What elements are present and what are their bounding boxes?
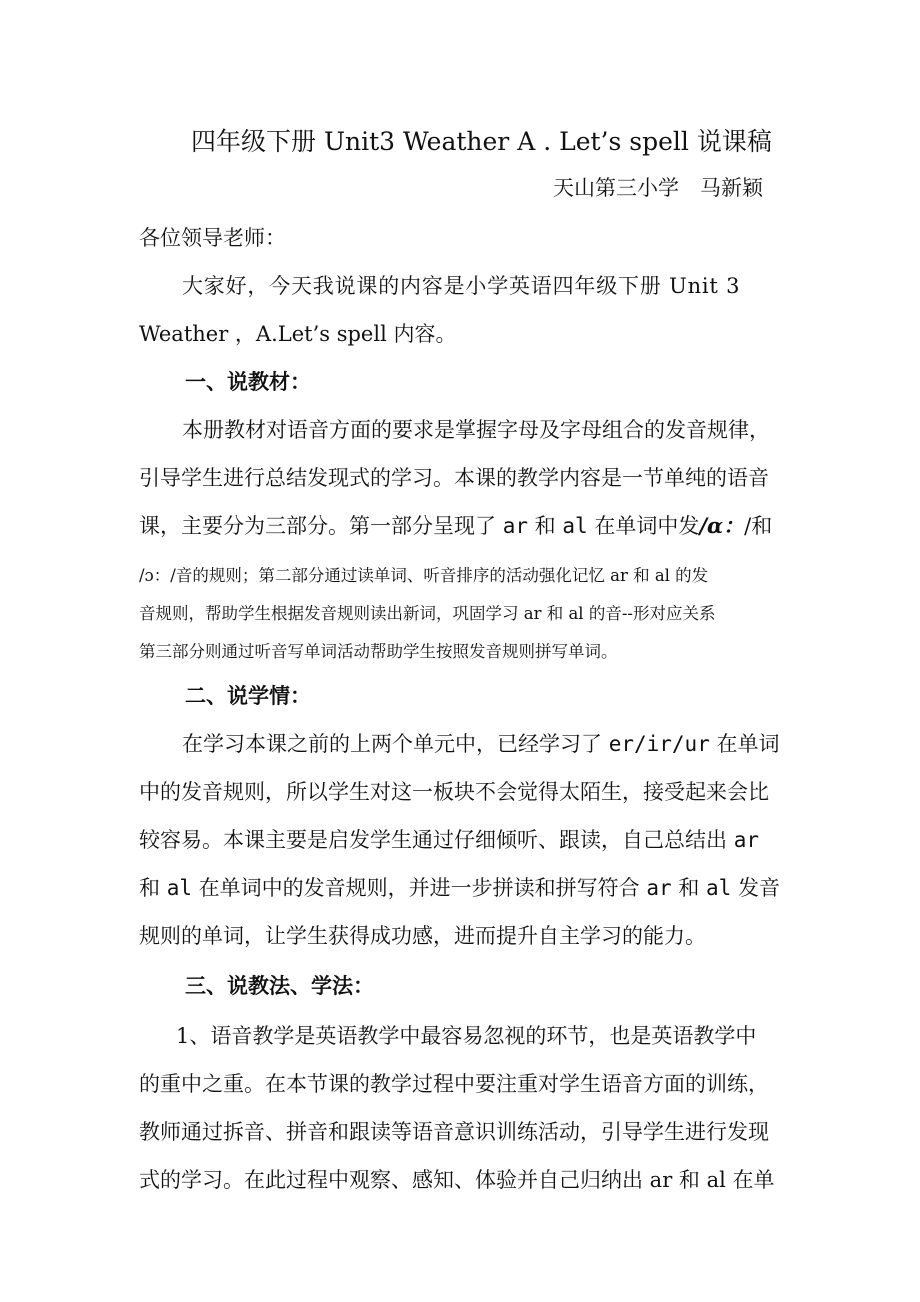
students-line-4-text-e: 和 [671,876,706,900]
textbook-line-5: 音规则，帮助学生根据发音规则读出新词，巩固学习 ar 和 al 的音--形对应关系 [139,604,716,623]
textbook-line-3-text-e: 在单词中发 [587,514,700,538]
author-line: 天山第三小学 马新颖 [553,176,763,200]
students-line-4-text-g: 发音 [731,876,780,900]
ar-token: ar [502,514,528,538]
er-ir-ur-token: er/ir/ur [608,732,710,756]
textbook-line-3-text-a: 课，主要分为三部分。第一部分呈现了 [139,514,503,538]
textbook-line-3-text-c: 和 [527,514,563,538]
students-line-4-text-c: 在单词中的发音规则，并进一步拼读和拼写符合 [191,876,647,900]
al-token: al [706,876,732,900]
document-title: 四年级下册 Unit3 Weather A . Let’s spell 说课稿 [191,127,772,156]
textbook-line-6: 第三部分则通过听音写单词活动帮助学生按照发音规则拼写单词。 [139,642,618,661]
students-line-2: 中的发音规则，所以学生对这一板块不会觉得太陌生，接受起来会比 [139,780,769,804]
students-line-1 [182,728,780,758]
methods-line-4: 式的学习。在此过程中观察、感知、体验并自己归纳出 ar 和 al 在单 [139,1168,775,1192]
ar-token: ar [733,828,759,852]
students-line-3 [139,824,759,854]
section-heading-textbook: 一、说教材： [185,369,311,394]
textbook-line-3 [139,510,772,540]
textbook-line-3-text-g: /和 [744,514,773,538]
textbook-line-1: 本册教材对语音方面的要求是掌握字母及字母组合的发音规律， [182,418,770,442]
students-line-1-text-a: 在学习本课之前的上两个单元中，已经学习了 [182,732,609,756]
methods-line-3: 教师通过拆音、拼音和跟读等语音意识训练活动，引导学生进行发现 [139,1120,769,1144]
textbook-line-2: 引导学生进行总结发现式的学习。本课的教学内容是一节单纯的语音 [139,466,769,490]
students-line-4-text-a: 和 [139,876,167,900]
ipa-symbol: /ɑ： [699,513,745,538]
students-line-1-text-c: 在单词 [709,732,780,756]
al-token: al [562,514,588,538]
students-line-4 [139,872,780,902]
students-line-5: 规则的单词，让学生获得成功感，进而提升自主学习的能力。 [139,924,706,948]
students-line-3-text-a: 较容易。本课主要是启发学生通过仔细倾听、跟读，自己总结出 [139,828,734,852]
textbook-line-4: /ɔ：/音的规则；第二部分通过读单词、听音排序的活动强化记忆 ar 和 al 的发 [139,566,709,585]
intro-line-1: 大家好，今天我说课的内容是小学英语四年级下册 Unit 3 [182,274,741,298]
section-heading-students: 二、说学情： [185,683,311,708]
greeting: 各位领导老师： [139,226,286,250]
intro-line-2: Weather ，A.Let’s spell 内容。 [139,322,457,346]
al-token: al [166,876,192,900]
ar-token: ar [646,876,672,900]
section-heading-methods: 三、说教法、学法： [185,973,374,998]
methods-line-1: 1、语音教学是英语教学中最容易忽视的环节，也是英语教学中 [176,1024,757,1048]
methods-line-2: 的重中之重。在本节课的教学过程中要注重对学生语音方面的训练， [139,1072,769,1096]
